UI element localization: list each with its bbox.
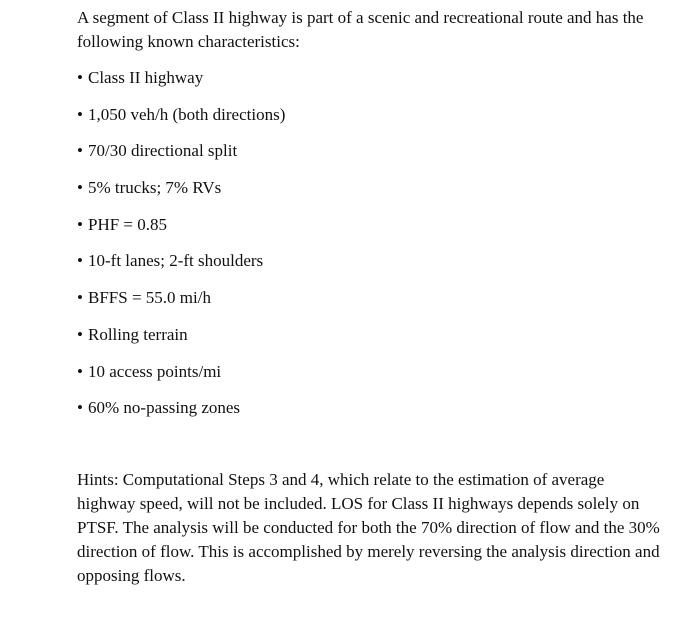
list-item	[77, 286, 285, 310]
bullet-icon: •	[77, 324, 83, 344]
bullet-icon: •	[77, 398, 83, 418]
list-item-text: 10 access points/mi	[88, 361, 222, 381]
bullet-icon: •	[77, 178, 83, 198]
list-item-text: 10-ft lanes; 2-ft shoulders	[88, 251, 264, 271]
bullet-icon: •	[77, 104, 83, 124]
bullet-icon: •	[77, 214, 83, 234]
list-item	[77, 176, 285, 200]
list-item-text: Rolling terrain	[88, 324, 188, 344]
list-item	[77, 323, 285, 347]
list-item-text: PHF = 0.85	[88, 214, 168, 234]
bullet-icon: •	[77, 288, 83, 308]
list-item	[77, 360, 285, 384]
list-item	[77, 249, 285, 273]
list-item-text: 70/30 directional split	[88, 141, 238, 161]
characteristics-list	[77, 66, 285, 433]
bullet-icon: •	[77, 68, 83, 87]
list-item	[77, 213, 285, 237]
list-item-text: 60% no-passing zones	[88, 398, 241, 418]
list-item	[77, 396, 285, 420]
list-item	[77, 103, 285, 127]
list-item	[77, 66, 285, 90]
intro-paragraph: A segment of Class II highway is part of a scenic and recreational route and has the following known characteristics:	[77, 8, 644, 51]
list-item-text: 5% trucks; 7% RVs	[88, 178, 222, 198]
list-item-text: Class II highway	[88, 68, 204, 87]
list-item-text: BFFS = 55.0 mi/h	[88, 288, 211, 308]
list-item	[77, 139, 285, 163]
list-item-text: 1,050 veh/h (both directions)	[88, 104, 286, 124]
bullet-icon: •	[77, 141, 83, 161]
hints-paragraph: Hints: Computational Steps 3 and 4, which relate to the estimation of average highway speed, will not be included. LOS for Class II highways depends solely on PTSF. The analysis will be conducted for both the 70% direction of flow and the 30% direction of flow. This is accomplished by merely reversing the analysis direction and opposing flows.	[77, 470, 660, 585]
bullet-icon: •	[77, 251, 83, 271]
bullet-icon: •	[77, 361, 83, 381]
